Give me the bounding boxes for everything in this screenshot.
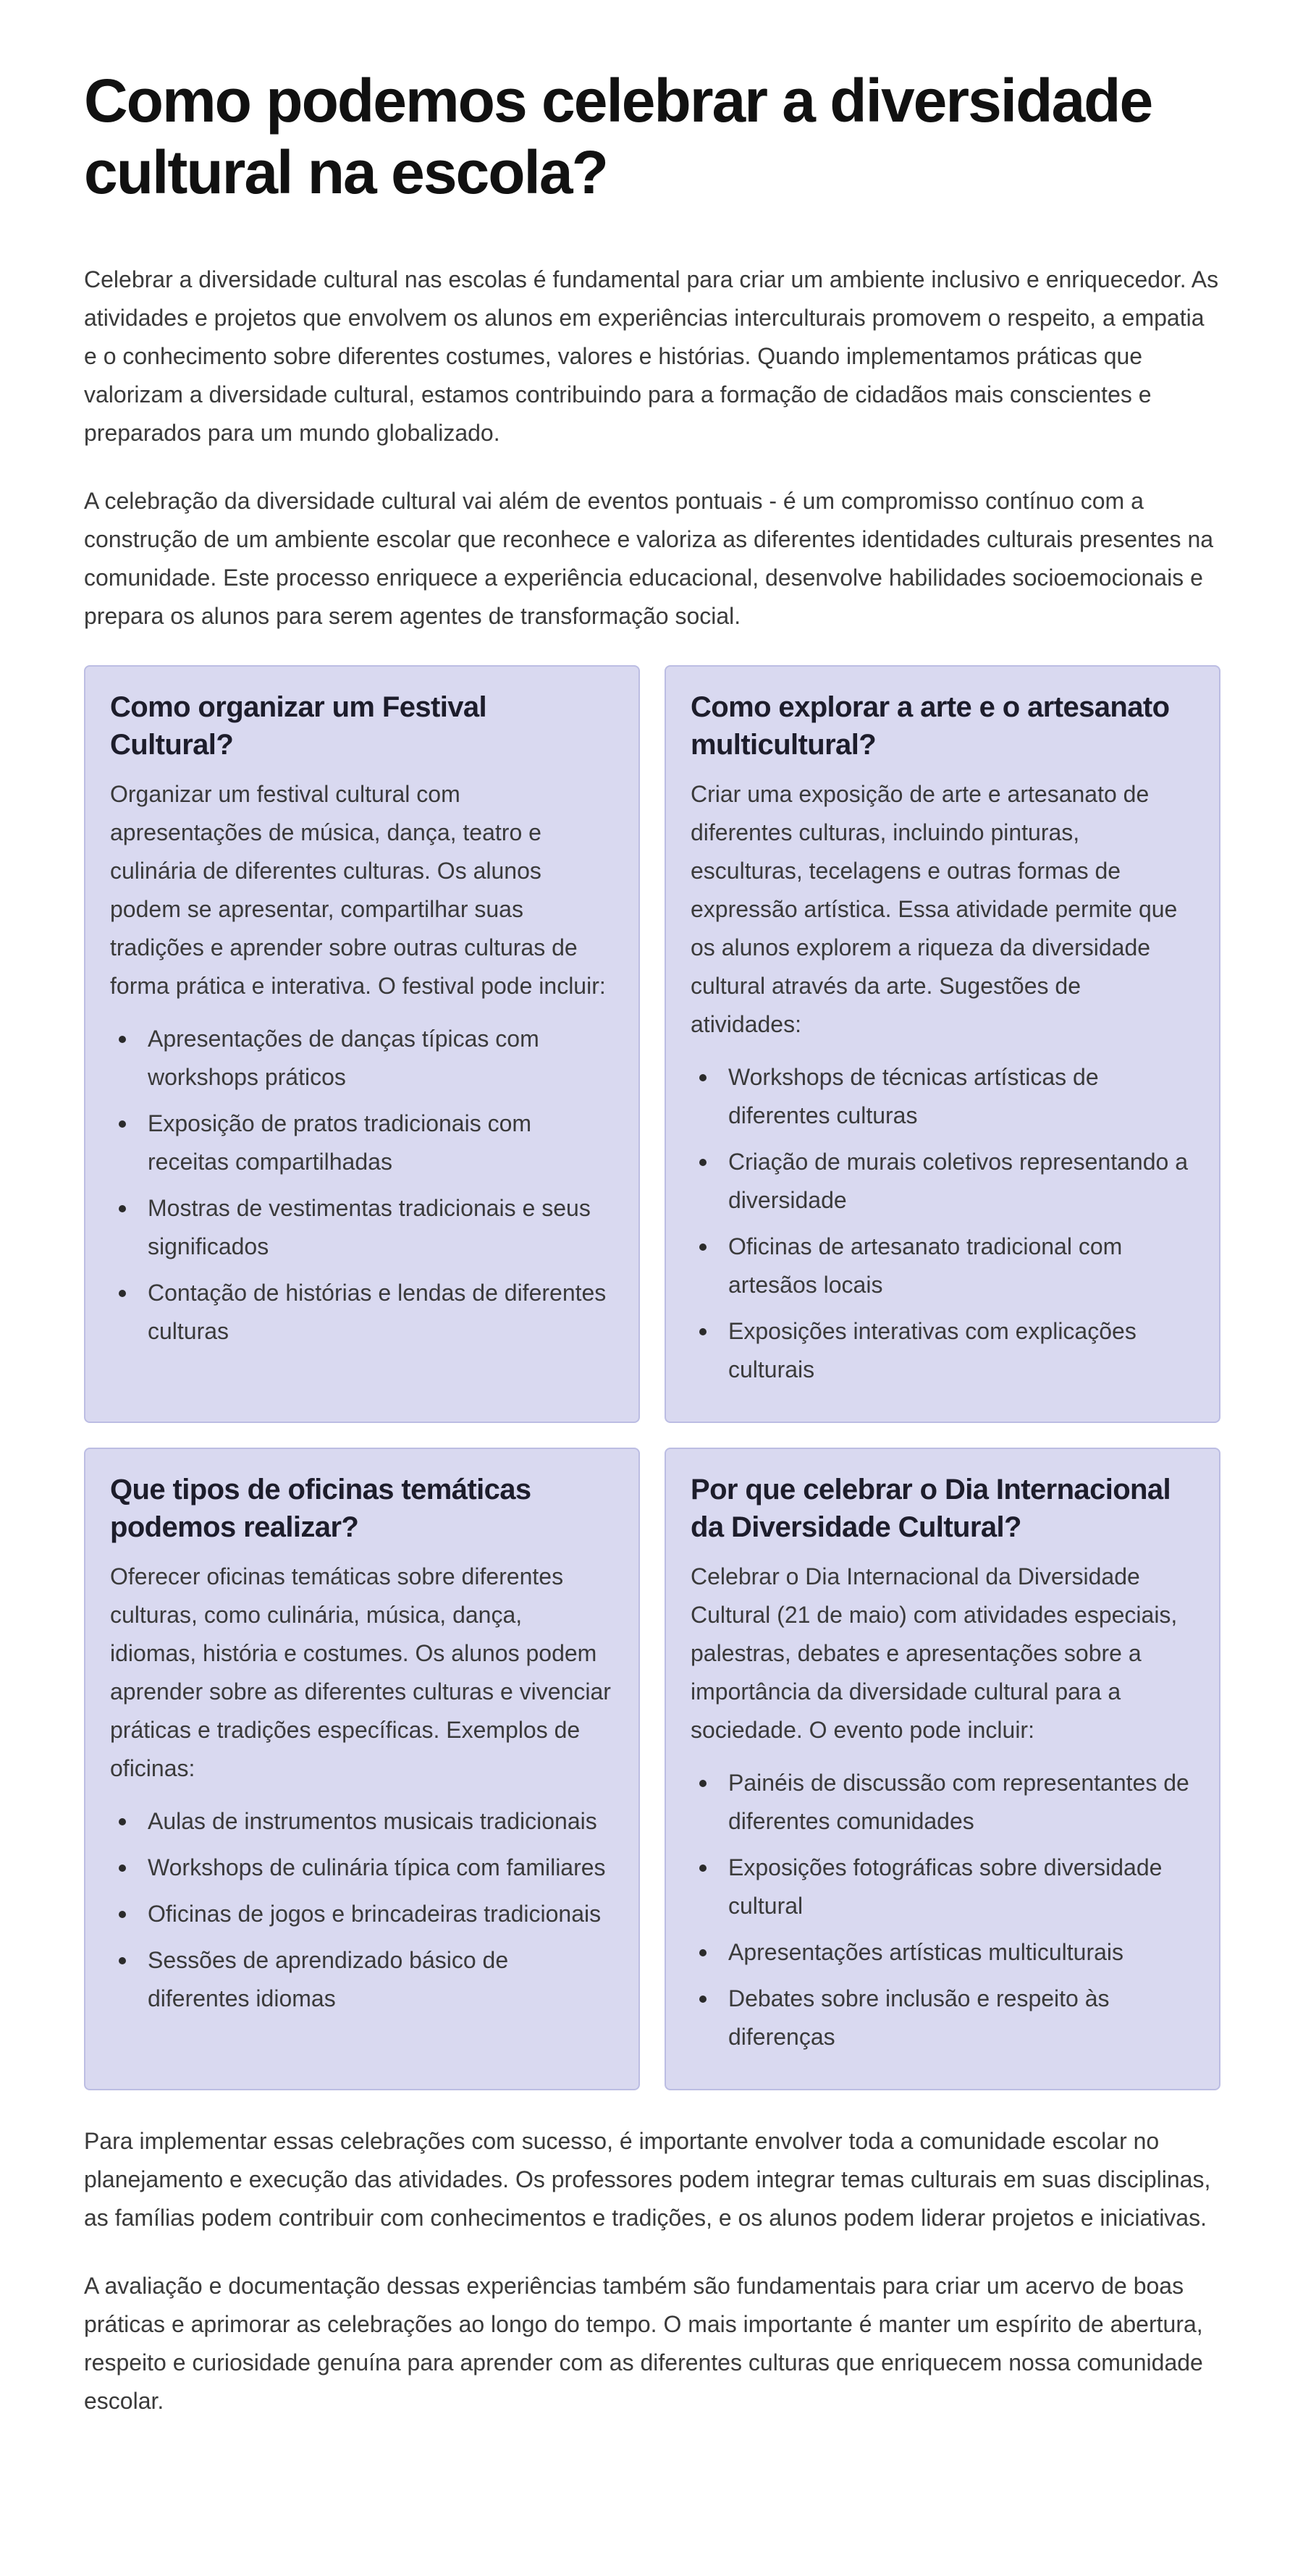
card-title: Como explorar a arte e o artesanato multicultural? (691, 691, 1170, 761)
list-item-text: Apresentações de danças típicas com workshops práticos (148, 1026, 539, 1091)
list-item (110, 1895, 614, 1933)
bullet-icon (119, 1865, 126, 1872)
card-title: Como organizar um Festival Cultural? (110, 691, 487, 761)
bullet-icon (699, 1243, 707, 1251)
card-list (110, 1802, 614, 2018)
list-item (110, 1020, 614, 1097)
card-title: Por que celebrar o Dia Internacional da Diversidade Cultural? (691, 1474, 1171, 1544)
list-item-text: Oficinas de jogos e brincadeiras tradicionais (148, 1901, 602, 1927)
card-text: Oferecer oficinas temáticas sobre diferentes culturas, como culinária, música, dança, idiomas, história e costumes. Os alunos podem aprender sobre as diferentes culturas e vivenciar práticas e tradições específicas. Exemplos de oficinas: (110, 1563, 611, 1782)
list-item-text: Criação de murais coletivos representando a diversidade (728, 1149, 1188, 1214)
bullet-icon (119, 1911, 126, 1918)
card-text: Organizar um festival cultural com apresentações de música, dança, teatro e culinária de diferentes culturas. Os alunos podem se apresentar, compartilhar suas tradições e aprender sobre outras culturas de forma prática e interativa. O festival pode incluir: (110, 781, 606, 1000)
list-item-text: Oficinas de artesanato tradicional com artesãos locais (728, 1233, 1123, 1298)
card-arte-artesanato (665, 665, 1220, 1423)
bullet-icon (119, 1205, 126, 1212)
bullet-icon (699, 1074, 707, 1081)
bullet-icon (699, 1328, 707, 1335)
bullet-icon (119, 1120, 126, 1128)
list-item (691, 1933, 1194, 1972)
bullet-icon (119, 1036, 126, 1043)
list-item (110, 1849, 614, 1887)
intro-paragraph: Celebrar a diversidade cultural nas escolas é fundamental para criar um ambiente inclusivo e enriquecedor. As atividades e projetos que envolvem os alunos em experiências interculturais promovem o respeito, a empatia e o conhecimento sobre diferentes costumes, valores e histórias. Quando implementamos práticas que valorizam a diversidade cultural, estamos contribuindo para a formação de cidadãos mais conscientes e preparados para um mundo globalizado. (84, 266, 1219, 447)
list-item (691, 1849, 1194, 1925)
bullet-icon (119, 1818, 126, 1825)
card-text: Criar uma exposição de arte e artesanato de diferentes culturas, incluindo pinturas, esculturas, tecelagens e outras formas de expressão artística. Essa atividade permite que os alunos explorem a riqueza da diversidade cultural através da arte. Sugestões de atividades: (691, 781, 1178, 1038)
card-list (691, 1058, 1194, 1389)
list-item (691, 1312, 1194, 1389)
list-item (691, 1980, 1194, 2056)
list-item-text: Workshops de técnicas artísticas de diferentes culturas (728, 1064, 1099, 1129)
bullet-icon (699, 1865, 707, 1872)
bullet-icon (699, 1780, 707, 1787)
list-item-text: Workshops de culinária típica com familiares (148, 1854, 606, 1881)
list-item (110, 1189, 614, 1266)
bullet-icon (119, 1290, 126, 1297)
list-item-text: Apresentações artísticas multiculturais (728, 1939, 1123, 1966)
bullet-icon (699, 1996, 707, 2003)
list-item-text: Exposições fotográficas sobre diversidade cultural (728, 1854, 1163, 1920)
outro-paragraph: Para implementar essas celebrações com sucesso, é importante envolver toda a comunidade escolar no planejamento e execução das atividades. Os professores podem integrar temas culturais em suas disciplinas, as famílias podem contribuir com conhecimentos e tradições, e os alunos podem liderar projetos e iniciativas. (84, 2128, 1211, 2231)
list-item (691, 1764, 1194, 1841)
list-item (110, 1941, 614, 2018)
list-item-text: Debates sobre inclusão e respeito às diferenças (728, 1985, 1110, 2051)
list-item (110, 1274, 614, 1351)
list-item (691, 1058, 1194, 1135)
card-dia-diversidade (665, 1448, 1220, 2090)
card-text: Celebrar o Dia Internacional da Diversidade Cultural (21 de maio) com atividades especiais, palestras, debates e apresentações sobre a importância da diversidade cultural para a sociedade. O evento pode incluir: (691, 1563, 1178, 1744)
list-item-text: Contação de histórias e lendas de diferentes culturas (148, 1280, 607, 1345)
bullet-icon (699, 1159, 707, 1166)
card-grid (84, 665, 1219, 2090)
card-list (691, 1764, 1194, 2056)
list-item (691, 1143, 1194, 1220)
bullet-icon (699, 1949, 707, 1956)
list-item-text: Aulas de instrumentos musicais tradicionais (148, 1808, 597, 1835)
card-list (110, 1020, 614, 1351)
list-item-text: Sessões de aprendizado básico de diferentes idiomas (148, 1947, 509, 2012)
card-title: Que tipos de oficinas temáticas podemos realizar? (110, 1474, 531, 1544)
list-item (110, 1802, 614, 1841)
list-item-text: Exposições interativas com explicações culturais (728, 1318, 1137, 1383)
intro-paragraph: A celebração da diversidade cultural vai além de eventos pontuais - é um compromisso contínuo com a construção de um ambiente escolar que reconhece e valoriza as diferentes identidades culturais presentes na comunidade. Este processo enriquece a experiência educacional, desenvolve habilidades socioemocionais e prepara os alunos para serem agentes de transformação social. (84, 488, 1214, 630)
bullet-icon (119, 1957, 126, 1964)
list-item (110, 1105, 614, 1181)
outro-paragraph: A avaliação e documentação dessas experiências também são fundamentais para criar um acervo de boas práticas e aprimorar as celebrações ao longo do tempo. O mais importante é manter um espírito de abertura, respeito e curiosidade genuína para aprender com as diferentes culturas que enriquecem nossa comunidade escolar. (84, 2273, 1203, 2415)
card-festival-cultural (84, 665, 640, 1423)
list-item (691, 1228, 1194, 1304)
list-item-text: Painéis de discussão com representantes de diferentes comunidades (728, 1770, 1189, 1835)
card-oficinas-tematicas (84, 1448, 640, 2090)
list-item-text: Mostras de vestimentas tradicionais e seus significados (148, 1195, 591, 1260)
page-title: Como podemos celebrar a diversidade cultural na escola? (84, 67, 1152, 207)
list-item-text: Exposição de pratos tradicionais com receitas compartilhadas (148, 1110, 532, 1175)
